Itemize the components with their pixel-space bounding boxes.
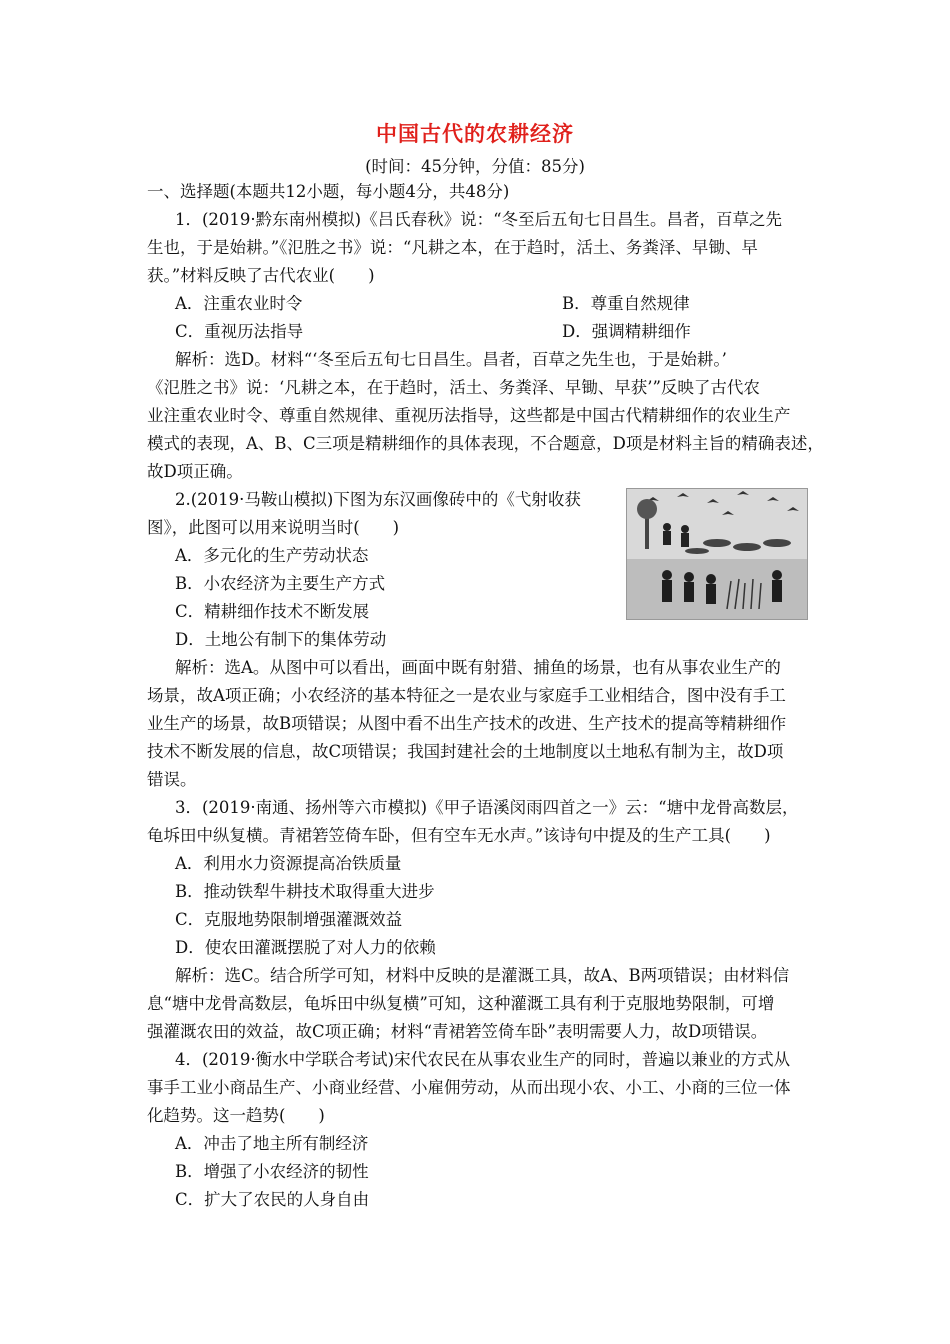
- q2-option-d: D．土地公有制下的集体劳动: [175, 630, 387, 649]
- q3-option-b: B．推动铁犁牛耕技术取得重大进步: [175, 882, 435, 901]
- q1-stem-line: 生也，于是始耕。”《氾胜之书》说：“凡耕之本，在于趋时，活土、务粪泽、早锄、早: [147, 238, 758, 257]
- q1-answer-line: 《氾胜之书》说：‘凡耕之本，在于趋时，活土、务粪泽、早锄、早获’”反映了古代农: [147, 378, 760, 397]
- hunting-harvest-brick-image: [626, 488, 808, 620]
- q1-stem-line: 1．(2019·黔东南州模拟)《吕氏春秋》说：“冬至后五旬七日昌生。昌者，百草之先: [175, 210, 783, 229]
- q1-answer-line: 故D项正确。: [147, 462, 243, 481]
- q1-option-a: A．注重农业时令: [175, 294, 303, 313]
- q1-answer-line: 解析：选D。材料“‘冬至后五旬七日昌生。昌者，百草之先生也，于是始耕。’: [175, 350, 727, 369]
- q1-answer-line: 模式的表现，A、B、C三项是精耕细作的具体表现，不合题意，D项是材料主旨的精确表述，: [147, 434, 824, 453]
- q1-option-d: D．强调精耕细作: [562, 322, 691, 341]
- q3-option-d: D．使农田灌溉摆脱了对人力的依赖: [175, 938, 436, 957]
- q2-stem-line: 图》，此图可以用来说明当时( ): [147, 518, 400, 537]
- q3-answer-line: 息“塘中龙骨高数层，龟坼田中纵复横”可知，这种灌溉工具有利于克服地势限制，可增: [147, 994, 775, 1013]
- q4-stem-line: 化趋势。这一趋势( ): [147, 1106, 325, 1125]
- q2-answer-line: 技术不断发展的信息，故C项错误；我国封建社会的土地制度以土地私有制为主，故D项: [147, 742, 784, 761]
- q2-option-c: C．精耕细作技术不断发展: [175, 602, 370, 621]
- q4-stem-line: 事手工业小商品生产、小商业经营、小雇佣劳动，从而出现小农、小工、小商的三位一体: [147, 1078, 791, 1097]
- q4-option-b: B．增强了小农经济的韧性: [175, 1162, 369, 1181]
- q1-option-c: C．重视历法指导: [175, 322, 304, 341]
- q2-answer-line: 场景，故A项正确；小农经济的基本特征之一是农业与家庭手工业相结合，图中没有手工: [147, 686, 786, 705]
- q2-option-b: B．小农经济为主要生产方式: [175, 574, 386, 593]
- q2-stem-line: 2.(2019·马鞍山模拟)下图为东汉画像砖中的《弋射收获: [175, 490, 581, 509]
- q3-stem-line: 龟坼田中纵复横。青裙箬笠倚车卧，但有空车无水声。”该诗句中提及的生产工具( ): [147, 826, 771, 845]
- q4-stem-line: 4．(2019·衡水中学联合考试)宋代农民在从事农业生产的同时，普遍以兼业的方式从: [175, 1050, 791, 1069]
- q3-answer-line: 解析：选C。结合所学可知，材料中反映的是灌溉工具，故A、B两项错误；由材料信: [175, 966, 790, 985]
- exam-meta: (时间：45分钟，分值：85分): [365, 157, 585, 176]
- q1-option-b: B．尊重自然规律: [562, 294, 690, 313]
- q4-option-a: A．冲击了地主所有制经济: [175, 1134, 369, 1153]
- page-title: 中国古代的农耕经济: [376, 122, 574, 146]
- relief-illustration: [627, 489, 807, 619]
- q3-stem-line: 3．(2019·南通、扬州等六市模拟)《甲子语溪闵雨四首之一》云：“塘中龙骨高数层，: [175, 798, 799, 817]
- section-heading: 一、选择题(本题共12小题，每小题4分，共48分): [147, 182, 510, 201]
- q1-answer-line: 业注重农业时令、尊重自然规律、重视历法指导，这些都是中国古代精耕细作的农业生产: [147, 406, 791, 425]
- q3-option-a: A．利用水力资源提高冶铁质量: [175, 854, 402, 873]
- q2-answer-line: 错误。: [147, 770, 197, 789]
- q2-answer-line: 业生产的场景，故B项错误；从图中看不出生产技术的改进、生产技术的提高等精耕细作: [147, 714, 787, 733]
- q2-answer-line: 解析：选A。从图中可以看出，画面中既有射猎、捕鱼的场景，也有从事农业生产的: [175, 658, 781, 677]
- q4-option-c: C．扩大了农民的人身自由: [175, 1190, 370, 1209]
- q3-option-c: C．克服地势限制增强灌溉效益: [175, 910, 403, 929]
- q1-stem-line: 获。”材料反映了古代农业( ): [147, 266, 375, 285]
- q2-option-a: A．多元化的生产劳动状态: [175, 546, 369, 565]
- q3-answer-line: 强灌溉农田的效益，故C项正确；材料“青裙箬笠倚车卧”表明需要人力，故D项错误。: [147, 1022, 768, 1041]
